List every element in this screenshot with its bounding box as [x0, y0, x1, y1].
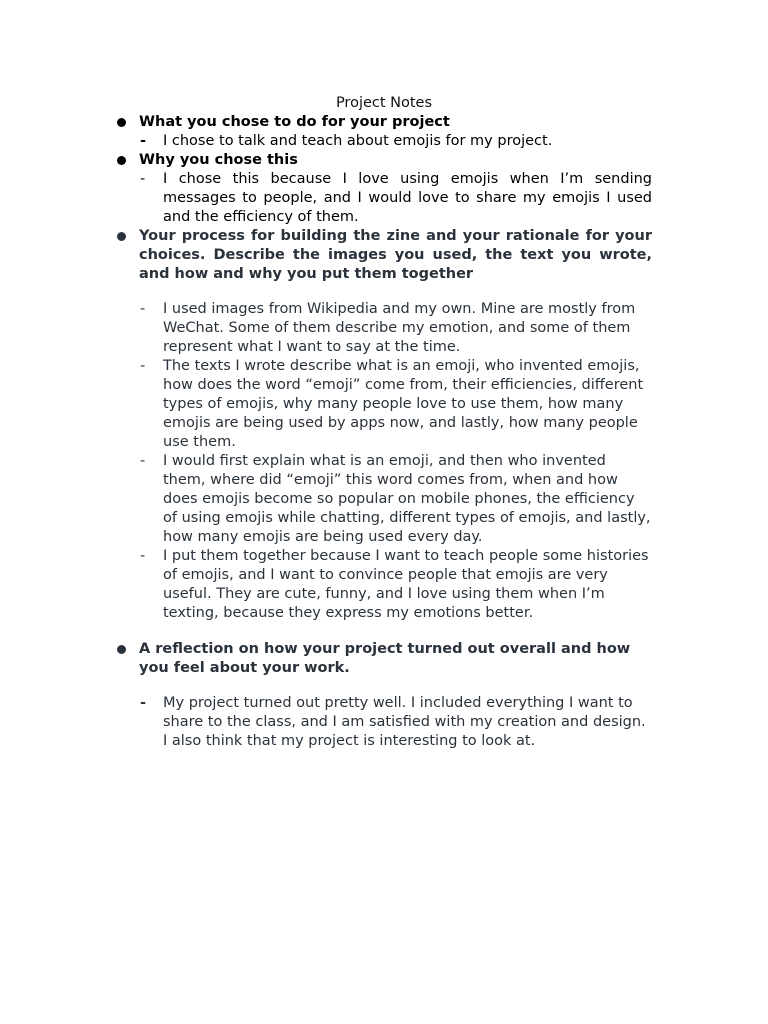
- section-heading: [116, 227, 652, 284]
- dash-marker: -: [140, 171, 146, 187]
- list-item-text: My project turned out pretty well. I included everything I want to share to the class, and I am satisfied with my creation and design. I also think that my project is interesting to look at.: [163, 695, 646, 749]
- section-chose-project: [116, 113, 652, 151]
- list-item: [116, 547, 652, 623]
- list-item: [116, 300, 652, 357]
- heading-text: Why you chose this: [139, 152, 298, 168]
- list-item: [116, 132, 652, 151]
- dash-marker: -: [140, 133, 147, 149]
- section-heading: [116, 113, 652, 132]
- dash-marker: -: [140, 358, 146, 374]
- section-heading: [116, 151, 652, 170]
- list-item-text: I put them together because I want to teach people some histories of emojis, and I want to convince people that emojis are very useful. They are cute, funny, and I love using them when I’m texting, because they express my emotions better.: [163, 548, 649, 621]
- list-item-text: I would first explain what is an emoji, and then who invented them, where did “emoji” this word comes from, when and how does emojis become so popular on mobile phones, the efficiency of using emojis while chatting, different types of emojis, and lastly, how many emojis are being used every day.: [163, 453, 651, 545]
- bullet-icon: [117, 645, 126, 654]
- page-title: Project Notes: [335, 95, 433, 111]
- dash-marker: -: [140, 301, 146, 317]
- heading-text: What you chose to do for your project: [139, 114, 450, 130]
- bullet-icon: [117, 156, 126, 165]
- list-item: [116, 694, 652, 751]
- paragraph-spacer: [116, 678, 652, 694]
- dash-marker: -: [140, 453, 146, 469]
- bullet-icon: [117, 232, 126, 241]
- section-why-chose: [116, 151, 652, 227]
- dash-marker: -: [140, 548, 146, 564]
- list-item-text: I chose to talk and teach about emojis for my project.: [163, 133, 553, 149]
- paragraph-spacer: [116, 284, 652, 300]
- bullet-icon: [117, 118, 126, 127]
- section-heading: [116, 640, 652, 678]
- section-spacer: [116, 623, 652, 640]
- list-item-text: I chose this because I love using emojis when I’m sending messages to people, and I would love to share my emojis I used and the efficiency of them.: [163, 171, 652, 225]
- section-process: [116, 227, 652, 623]
- list-item: [116, 452, 652, 547]
- list-item: [116, 170, 652, 227]
- dash-marker: -: [140, 695, 147, 711]
- heading-text: A reflection on how your project turned out overall and how you feel about your work.: [139, 641, 631, 676]
- list-item-text: The texts I wrote describe what is an emoji, who invented emojis, how does the word “emoji” come from, their efficiencies, different types of emojis, why many people love to use them, how many emojis are being used by apps now, and lastly, how many people use them.: [163, 358, 644, 450]
- list-item: [116, 357, 652, 452]
- section-reflection: [116, 640, 652, 751]
- heading-text: Your process for building the zine and your rationale for your choices. Describe the images you used, the text you wrote, and how and why you put them together: [139, 228, 652, 282]
- document-body: [116, 113, 652, 751]
- list-item-text: I used images from Wikipedia and my own. Mine are mostly from WeChat. Some of them describe my emotion, and some of them represent what I want to say at the time.: [163, 301, 636, 355]
